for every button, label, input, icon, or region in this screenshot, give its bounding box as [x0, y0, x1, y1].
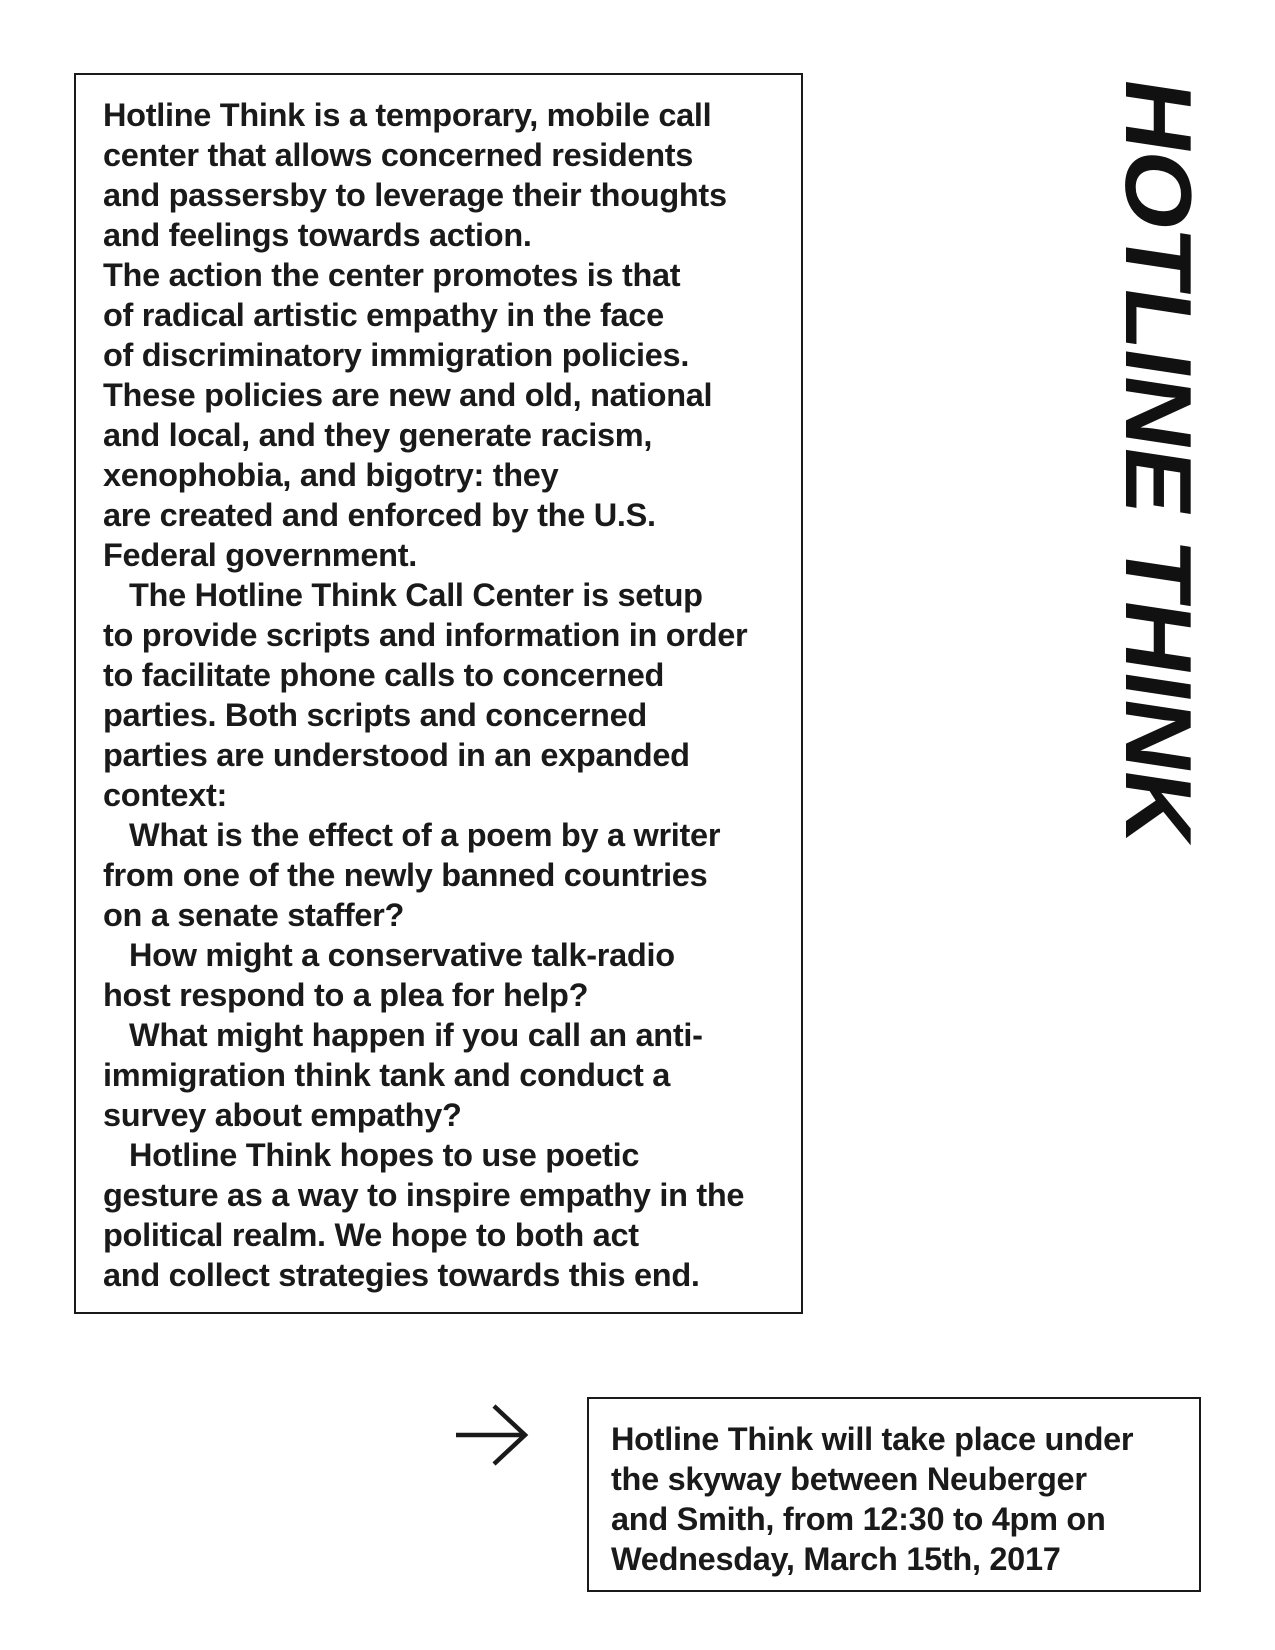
arrow-right-icon	[454, 1403, 530, 1467]
description-line: host respond to a plea for help?	[103, 977, 589, 1013]
description-line: These policies are new and old, national	[103, 377, 713, 413]
description-line: to facilitate phone calls to concerned	[103, 657, 665, 693]
description-line: Hotline Think is a temporary, mobile call	[103, 97, 712, 133]
description-line: to provide scripts and information in order	[103, 617, 748, 653]
event-info-box	[587, 1397, 1201, 1592]
description-text	[103, 95, 793, 1295]
description-box	[74, 73, 803, 1314]
description-line: of radical artistic empathy in the face	[103, 297, 664, 333]
description-line: Federal government.	[103, 537, 417, 573]
description-line: center that allows concerned residents	[103, 137, 694, 173]
description-line: and passersby to leverage their thoughts	[103, 177, 727, 213]
description-line: Hotline Think hopes to use poetic	[129, 1137, 640, 1173]
description-line: gesture as a way to inspire empathy in the	[103, 1177, 745, 1213]
event-info-text	[611, 1419, 1133, 1579]
page-title	[1106, 72, 1211, 851]
description-line: on a senate staffer?	[103, 897, 405, 933]
page-title-text: HOTLINE THINK	[1106, 72, 1211, 851]
description-line: from one of the newly banned countries	[103, 857, 708, 893]
description-line: are created and enforced by the U.S.	[103, 497, 656, 533]
description-line: and local, and they generate racism,	[103, 417, 653, 453]
event-info-line: Hotline Think will take place under	[611, 1421, 1134, 1457]
event-info-line: and Smith, from 12:30 to 4pm on	[611, 1501, 1106, 1537]
description-line: immigration think tank and conduct a	[103, 1057, 671, 1093]
event-info-line: the skyway between Neuberger	[611, 1461, 1087, 1497]
description-line: xenophobia, and bigotry: they	[103, 457, 559, 493]
event-info-line: Wednesday, March 15th, 2017	[611, 1541, 1061, 1577]
description-line: The action the center promotes is that	[103, 257, 681, 293]
description-line: How might a conservative talk-radio	[129, 937, 675, 973]
description-line: What might happen if you call an anti-	[129, 1017, 703, 1053]
description-line: political realm. We hope to both act	[103, 1217, 639, 1253]
description-line: context:	[103, 777, 227, 813]
description-line: survey about empathy?	[103, 1097, 462, 1133]
description-line: and feelings towards action.	[103, 217, 532, 253]
description-line: parties are understood in an expanded	[103, 737, 690, 773]
description-line: The Hotline Think Call Center is setup	[129, 577, 703, 613]
description-line: and collect strategies towards this end.	[103, 1257, 700, 1293]
description-line: of discriminatory immigration policies.	[103, 337, 690, 373]
description-line: What is the effect of a poem by a writer	[129, 817, 721, 853]
description-line: parties. Both scripts and concerned	[103, 697, 647, 733]
